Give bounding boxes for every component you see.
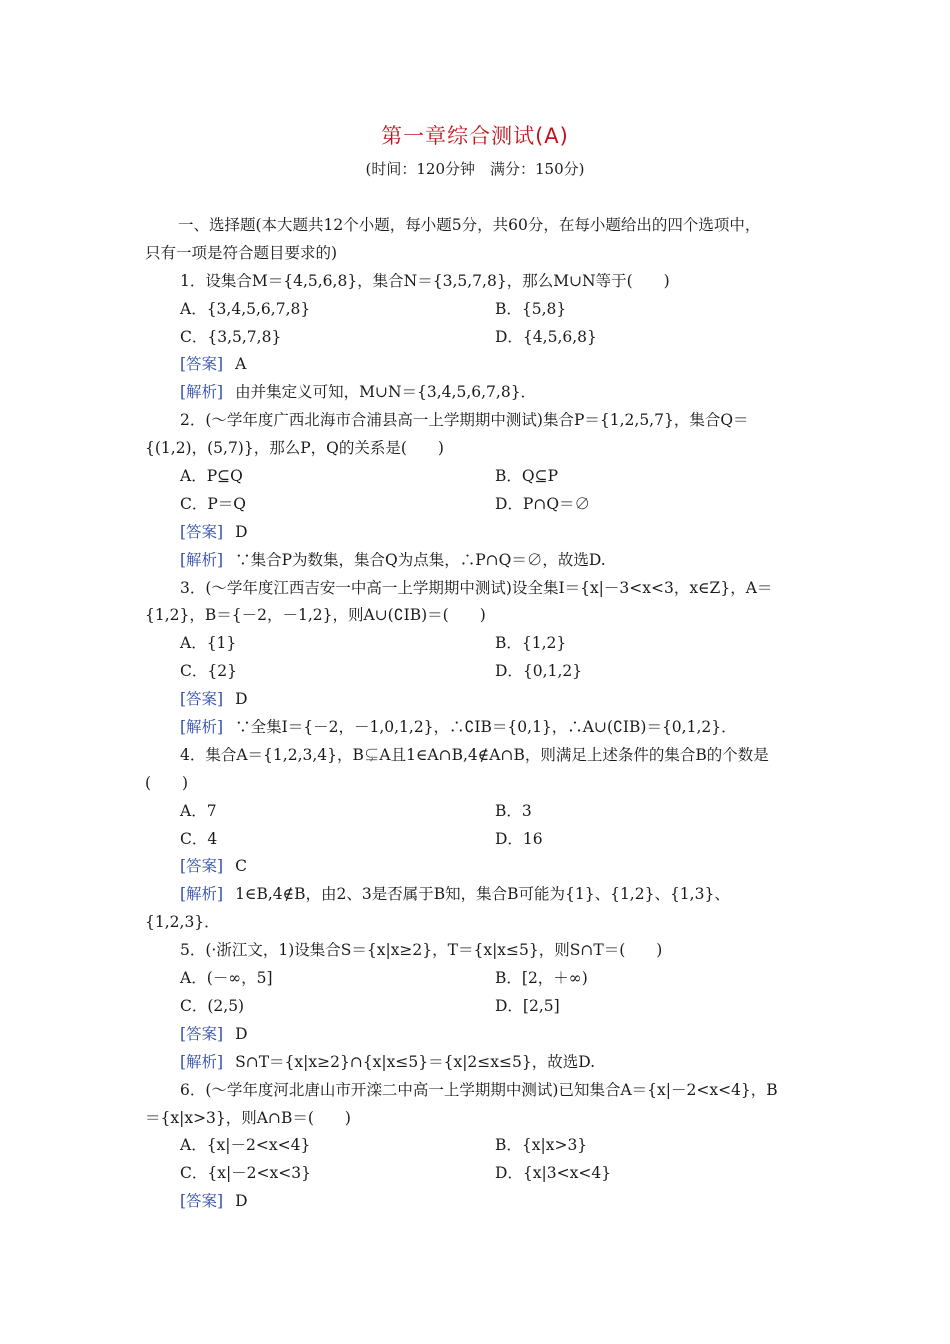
question-stem: 3．(～学年度江西吉安一中高一上学期期中测试)设全集I＝{x|－3<x<3，x∈Z}，A＝ (180, 578, 773, 597)
options-row (145, 463, 810, 491)
analysis-label: [解析] (180, 718, 224, 737)
question-stem: 5．(·浙江文，1)设集合S＝{x|x≥2}，T＝{x|x≤5}，则S∩T＝( ) (180, 941, 663, 960)
question-stem: 2．(～学年度广西北海市合浦县高一上学期期中测试)集合P＝{1,2,5,7}，集合Q＝ (180, 411, 749, 430)
section-heading-line-1: 一、选择题(本大题共12个小题，每小题5分，共60分，在每小题给出的四个选项中， (178, 216, 761, 234)
option-d: D．16 (495, 829, 543, 848)
answer-line (145, 1021, 810, 1049)
option-a: A．7 (180, 801, 217, 820)
option-b: B．{x|x>3} (495, 1136, 588, 1155)
option-d: D．{0,1,2} (495, 662, 583, 681)
question-stem-continued: {(1,2)，(5,7)}，那么P，Q的关系是( ) (145, 439, 444, 458)
analysis-text: ∵集合P为数集，集合Q为点集，∴P∩Q＝∅，故选D. (235, 550, 606, 569)
answer-value: D (235, 1024, 248, 1043)
answer-label: [答案] (180, 355, 224, 374)
option-d: D．{x|3<x<4} (495, 1164, 612, 1183)
analysis-line (145, 379, 810, 407)
question-stem-continued: ＝{x|x>3}，则A∩B＝( ) (145, 1108, 351, 1127)
answer-label: [答案] (180, 1024, 224, 1043)
answer-value: A (235, 355, 247, 374)
document-body (145, 212, 810, 1216)
analysis-text-continued: {1,2,3}． (145, 913, 220, 932)
question-stem: 1．设集合M＝{4,5,6,8}，集合N＝{3,5,7,8}，那么M∪N等于( ) (180, 271, 670, 290)
answer-value: C (235, 857, 247, 876)
option-b: B．Q⊆P (495, 467, 559, 486)
option-b: B．[2，＋∞) (495, 969, 588, 988)
option-c: C．{x|－2<x<3} (180, 1164, 311, 1183)
option-c: C．4 (180, 829, 218, 848)
option-b: B．{5,8} (495, 299, 567, 318)
question-1 (145, 268, 810, 407)
options-row (145, 630, 810, 658)
analysis-line (145, 547, 810, 575)
section-heading-line-2: 只有一项是符合题目要求的) (145, 243, 338, 262)
option-c: C．P＝Q (180, 494, 246, 513)
option-d: D．[2,5] (495, 996, 560, 1015)
answer-line (145, 853, 810, 881)
answer-label: [答案] (180, 857, 224, 876)
options-row (145, 1132, 810, 1160)
option-b: B．3 (495, 801, 532, 820)
answer-line (145, 351, 810, 379)
analysis-label: [解析] (180, 885, 224, 904)
options-row (145, 826, 810, 854)
option-d: D．P∩Q＝∅ (495, 494, 591, 513)
analysis-text: 由并集定义可知，M∪N＝{3,4,5,6,7,8}． (235, 383, 537, 402)
option-b: B．{1,2} (495, 634, 567, 653)
question-stem: 6．(～学年度河北唐山市开滦二中高一上学期期中测试)已知集合A＝{x|－2<x<4}，B (180, 1080, 778, 1099)
question-stem-continued: ( ) (145, 773, 189, 792)
question-stem-continued: {1,2}，B＝{－2，－1,2}，则A∪(∁IB)＝( ) (145, 606, 486, 625)
options-row (145, 658, 810, 686)
option-c: C．{3,5,7,8} (180, 327, 282, 346)
answer-value: D (235, 522, 248, 541)
option-a: A．(－∞，5] (180, 969, 273, 988)
question-stem: 4．集合A＝{1,2,3,4}，B⊊A且1∈A∩B,4∉A∩B，则满足上述条件的集合B的个数是 (180, 745, 769, 764)
options-row (145, 296, 810, 324)
option-a: A．{3,4,5,6,7,8} (180, 299, 311, 318)
answer-label: [答案] (180, 1192, 224, 1211)
analysis-text: ∵全集I＝{－2，－1,0,1,2}，∴∁IB＝{0,1}，∴A∪(∁IB)＝{0,1,2}． (235, 718, 737, 737)
analysis-line (145, 881, 810, 909)
question-5 (145, 937, 810, 1076)
answer-line (145, 686, 810, 714)
option-c: C．(2,5) (180, 996, 245, 1015)
analysis-label: [解析] (180, 550, 224, 569)
analysis-line (145, 714, 810, 742)
analysis-label: [解析] (180, 383, 224, 402)
options-row (145, 324, 810, 352)
options-row (145, 798, 810, 826)
options-row (145, 1160, 810, 1188)
options-row (145, 491, 810, 519)
answer-label: [答案] (180, 690, 224, 709)
page-title: 第一章综合测试(A) (381, 124, 569, 148)
option-c: C．{2} (180, 662, 237, 681)
question-3 (145, 575, 810, 742)
analysis-label: [解析] (180, 1052, 224, 1071)
question-2 (145, 407, 810, 574)
answer-label: [答案] (180, 522, 224, 541)
option-d: D．{4,5,6,8} (495, 327, 597, 346)
option-a: A．P⊆Q (180, 467, 243, 486)
page-subtitle: (时间：120分钟 满分：150分) (365, 160, 585, 178)
analysis-text: S∩T＝{x|x≥2}∩{x|x≤5}＝{x|2≤x≤5}，故选D. (235, 1052, 596, 1071)
answer-line (145, 1188, 810, 1216)
question-6 (145, 1077, 810, 1216)
answer-value: D (235, 1192, 248, 1211)
analysis-text: 1∈B,4∉B，由2、3是否属于B知，集合B可能为{1}、{1,2}、{1,3}、 (235, 885, 730, 904)
options-row (145, 993, 810, 1021)
analysis-line (145, 1049, 810, 1077)
answer-value: D (235, 690, 248, 709)
options-row (145, 965, 810, 993)
option-a: A．{x|－2<x<4} (180, 1136, 311, 1155)
option-a: A．{1} (180, 634, 237, 653)
answer-line (145, 519, 810, 547)
question-4 (145, 742, 810, 937)
